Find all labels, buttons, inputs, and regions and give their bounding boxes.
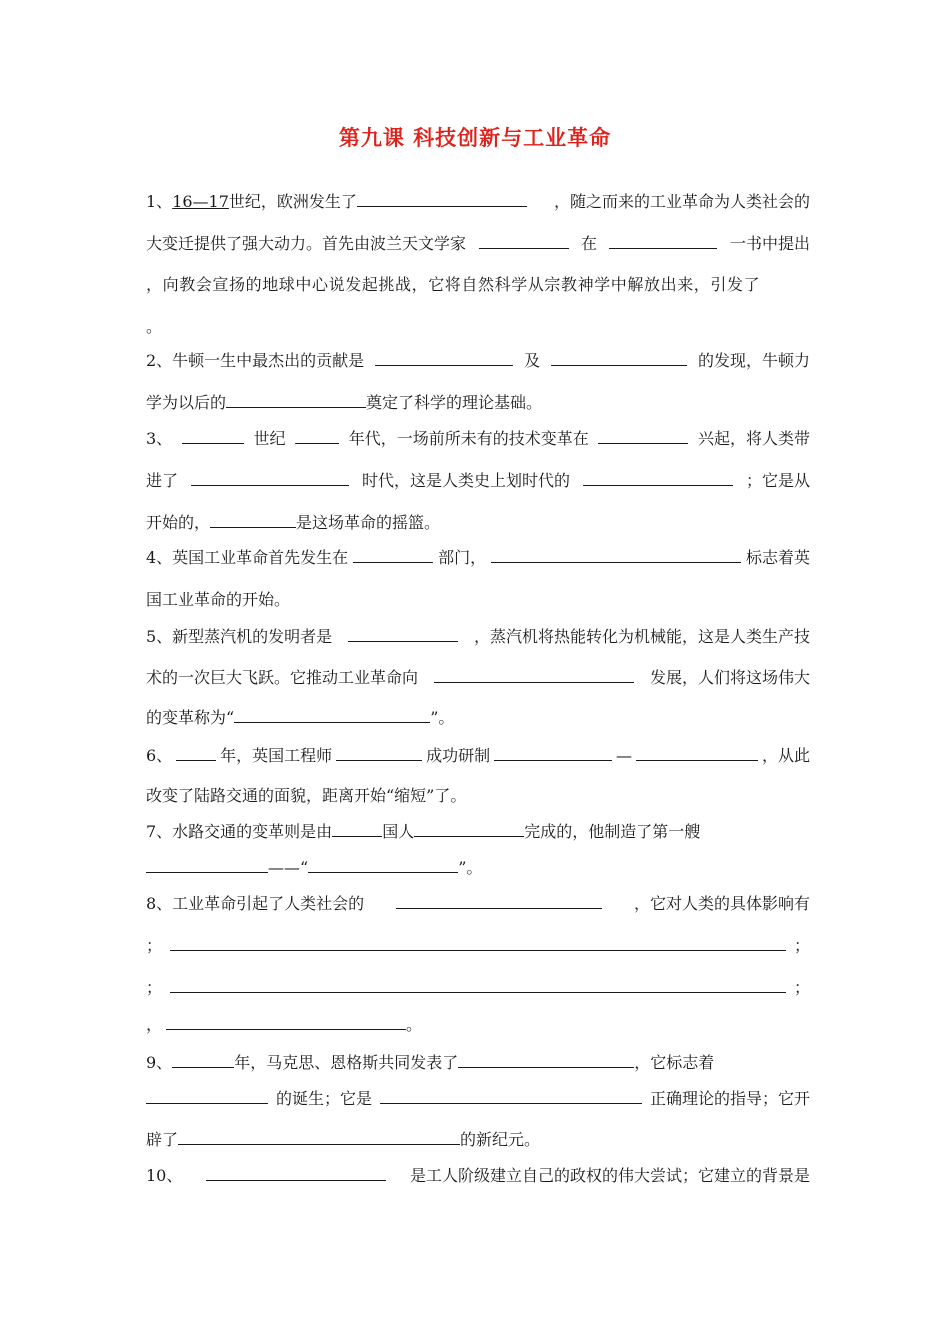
q8-line-4: ， 。 bbox=[146, 1015, 423, 1034]
q3-line-3: 开始的， 是这场革命的摇篮。 bbox=[146, 513, 441, 532]
q1-century: 16—17 bbox=[172, 192, 229, 211]
blank[interactable] bbox=[583, 470, 733, 486]
q8-line-2: ； ； bbox=[146, 936, 810, 955]
q1-line-4: 。 bbox=[146, 317, 163, 336]
blank[interactable] bbox=[434, 667, 634, 683]
q4-line-2: 国工业革命的开始。 bbox=[146, 590, 291, 609]
blank[interactable] bbox=[146, 857, 268, 873]
blank[interactable] bbox=[295, 428, 339, 444]
blank[interactable] bbox=[170, 935, 786, 951]
q5-line-2: 术的一次巨大飞跃。它推动工业革命向 发展，人们将这场伟大 bbox=[146, 668, 810, 687]
blank[interactable] bbox=[414, 821, 524, 837]
q10-line-1: 10、 是工人阶级建立自己的政权的伟大尝试；它建立的背景是 bbox=[146, 1166, 810, 1185]
blank[interactable] bbox=[172, 1052, 234, 1068]
q1-line-2: 大变迁提供了强大动力。首先由波兰天文学家 在 一书中提出 bbox=[146, 234, 810, 253]
blank[interactable] bbox=[336, 745, 422, 761]
blank[interactable] bbox=[191, 470, 349, 486]
blank[interactable] bbox=[598, 428, 688, 444]
blank[interactable] bbox=[551, 350, 687, 366]
blank[interactable] bbox=[166, 1014, 406, 1030]
q5-line-3: 的变革称为“ ”。 bbox=[146, 708, 455, 727]
blank[interactable] bbox=[170, 977, 786, 993]
q6-line-1: 6、 年，英国工程师 成功研制 — ，从此 bbox=[146, 746, 810, 765]
blank[interactable] bbox=[375, 350, 513, 366]
q2-line-2: 学为以后的 奠定了科学的理论基础。 bbox=[146, 393, 543, 412]
blank[interactable] bbox=[479, 233, 569, 249]
q9-line-2: 的诞生；它是 正确理论的指导；它开 bbox=[146, 1088, 810, 1110]
blank[interactable] bbox=[609, 233, 717, 249]
blank[interactable] bbox=[146, 1088, 268, 1104]
q1-line-1: 1、16—17世纪，欧洲发生了 ，随之而来的工业革命为人类社会的 bbox=[146, 192, 810, 211]
blank[interactable] bbox=[308, 857, 458, 873]
q9-line-1: 9、 年，马克思、恩格斯共同发表了 ，它标志着 bbox=[146, 1053, 715, 1072]
blank[interactable] bbox=[210, 512, 296, 528]
q6-line-2: 改变了陆路交通的面貌，距离开始“缩短”了。 bbox=[146, 786, 467, 805]
blank[interactable] bbox=[176, 745, 216, 761]
q7-line-2: ——“ ”。 bbox=[146, 857, 810, 879]
q8-line-1: 8、工业革命引起了人类社会的 ，它对人类的具体影响有 bbox=[146, 894, 810, 913]
q3-line-2: 进了 时代，这是人类史上划时代的 ；它是从 bbox=[146, 471, 810, 490]
blank[interactable] bbox=[178, 1129, 460, 1145]
blank[interactable] bbox=[491, 547, 741, 563]
blank[interactable] bbox=[357, 191, 527, 207]
q3-line-1: 3、 世纪 年代，一场前所未有的技术变革在 兴起，将人类带 bbox=[146, 429, 810, 448]
q7-line-1: 7、水路交通的变革则是由 国人 完成的，他制造了第一艘 bbox=[146, 822, 701, 841]
blank[interactable] bbox=[182, 428, 244, 444]
q1-line-3: ，向教会宣扬的地球中心说发起挑战，它将自然科学从宗教神学中解放出来，引发了 bbox=[146, 275, 761, 294]
blank[interactable] bbox=[494, 745, 612, 761]
blank[interactable] bbox=[348, 626, 458, 642]
blank[interactable] bbox=[234, 707, 430, 723]
q1-number: 1、 bbox=[146, 192, 173, 211]
blank[interactable] bbox=[226, 392, 366, 408]
blank[interactable] bbox=[380, 1088, 642, 1104]
blank[interactable] bbox=[332, 821, 382, 837]
q8-line-3: ； ； bbox=[146, 978, 810, 997]
blank[interactable] bbox=[206, 1165, 386, 1181]
q4-line-1: 4、英国工业革命首先发生在 部门， 标志着英 bbox=[146, 548, 810, 567]
page-title: 第九课 科技创新与工业革命 bbox=[338, 126, 612, 150]
blank[interactable] bbox=[353, 547, 433, 563]
q9-line-3: 辟了 的新纪元。 bbox=[146, 1130, 541, 1149]
q5-line-1: 5、新型蒸汽机的发明者是 ，蒸汽机将热能转化为机械能，这是人类生产技 bbox=[146, 627, 810, 646]
blank[interactable] bbox=[396, 893, 602, 909]
blank[interactable] bbox=[636, 745, 758, 761]
q2-line-1: 2、牛顿一生中最杰出的贡献是 及 的发现，牛顿力 bbox=[146, 351, 810, 370]
blank[interactable] bbox=[458, 1052, 634, 1068]
